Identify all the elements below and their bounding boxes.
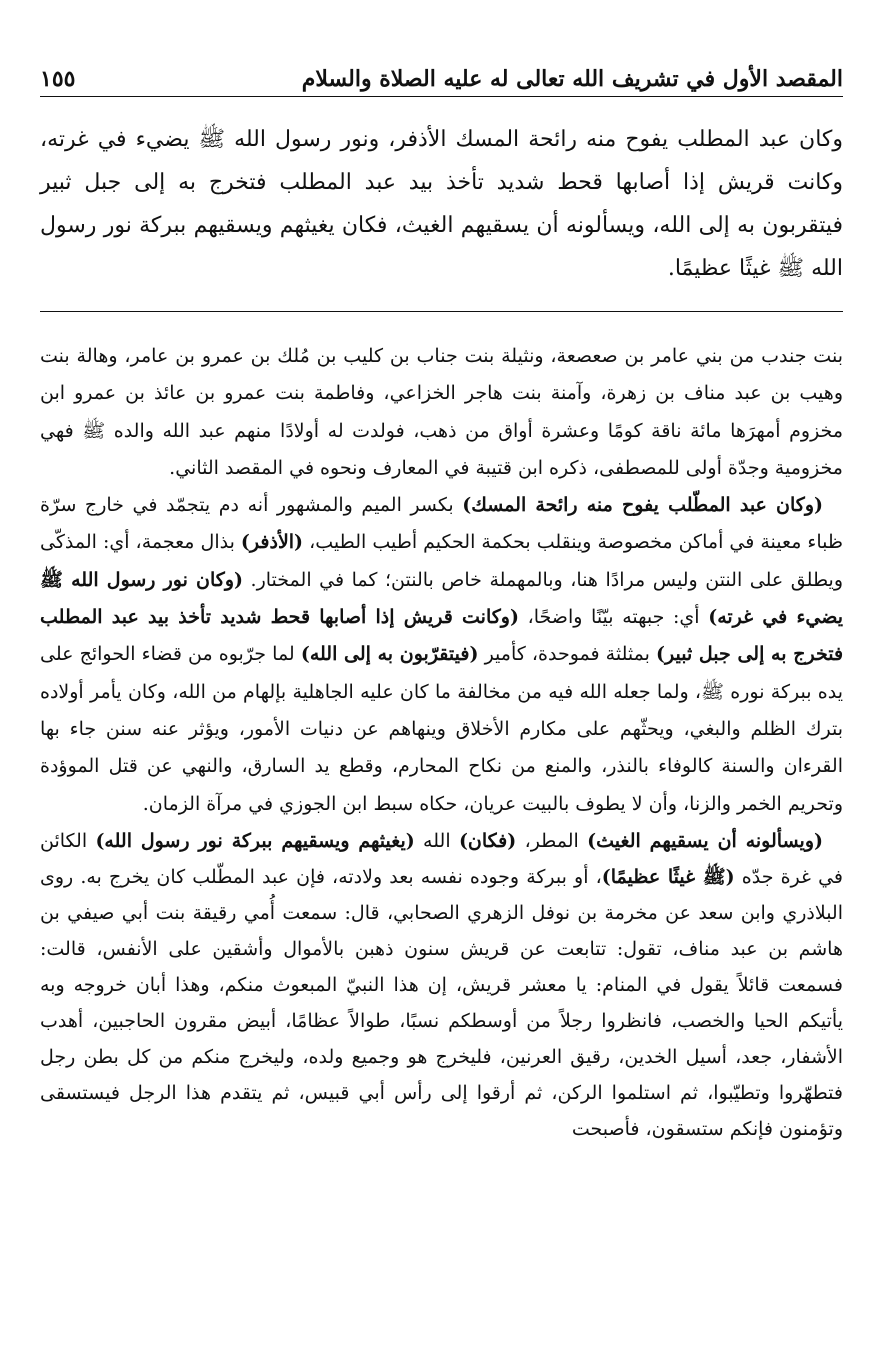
page-number: ١٥٥: [40, 66, 76, 92]
commentary-text: الكائن في غرة جدّه: [40, 829, 843, 888]
commentary-text: أي: جبهته بيّنًا واضحًا،: [518, 606, 709, 629]
separator-rule: [40, 311, 843, 312]
running-title: المقصد الأول في تشريف الله تعالى له عليه الصلاة والسلام: [301, 66, 843, 92]
commentary-text: بذال معجمة، أي: المذكّى ويطلق على النتن وليس مرادًا هنا، وبالمهملة خاص بالنتن؛ كما في المختار.: [40, 531, 843, 591]
running-header: [40, 52, 843, 92]
commentary-text: المطر،: [516, 829, 588, 852]
commentary-paragraph-1: بنت جندب من بني عامر بن صعصعة، ونثيلة بنت جناب بن كليب بن مُلك بن عمرو بن عامر، وهالة بنت وهيب بن عبد مناف بن زهرة، وآمنة بنت هاجر الخزاعي، وفاطمة بنت عمرو بن عائذ بن عمرو ابن مخزوم أمهرَها مائة ناقة كومًا وعشرة أواق من ذهب، فولدت له أولادًا منهم عبد الله والده ﷺ فهي مخزومية وجدّة أولى للمصطفى، ذكره ابن قتيبة في المعارف ونحوه في المقصد الثاني.: [40, 345, 843, 479]
quoted-matn-lemma: (وكان عبد المطّلب يفوح منه رائحة المسك): [462, 494, 823, 517]
commentary-text: بمثلثة فموحدة، كأمير: [478, 643, 657, 666]
commentary: [40, 338, 843, 1147]
quoted-matn-lemma: (وكان نور رسول الله ﷺ يضيء في غرته): [40, 568, 843, 629]
quoted-matn-lemma: (يغيثهم ويسقيهم ببركة نور رسول الله): [95, 829, 415, 852]
commentary-paragraph-2: [40, 487, 843, 823]
quoted-matn-lemma: (فيتقرّبون به إلى الله): [300, 643, 479, 666]
commentary-text: ، أو ببركة وجوده نفسه بعد ولادته، فإن عبد المطّلب كان يخرج به. روى البلاذري وابن سعد عن مخرمة بن نوفل الزهري الصحابي، قال: سمعت أُمي رقيقة بنت أبي صيفي بن هاشم بن عبد مناف، تقول: تتابعت عن قريش سنون ذهبن بالأموال وأشقين على الأنفس، قالت: فسمعت قائلاً يقول في المنام: يا معشر قريش، إن هذا النبيّ المبعوث منكم، وهذا أبان خروجه وبه يأتيكم الحيا والخصب، فانظروا رجلاً من أوسطكم نسبًا، طوالاً عظامًا، أبيض مقرون الحاجبين، أهدب الأشفار، جعد، أسيل الخدين، رقيق العرنين، فليخرج هو وجميع ولده، وليخرج منكم من كل بطن رجل فتطهّروا وتطيّبوا، ثم استلموا الركن، ثم أرقوا إلى رأس أبي قبيس، ثم يتقدم هذا الرجل فيستسقى وتؤمنون فإنكم ستسقون، فأصبحت: [40, 865, 843, 1140]
commentary-text: لما جرّبوه من قضاء الحوائج على يده ببركة نوره ﷺ، ولما جعله الله فيه من مخالفة ما كان عليه الجاهلية بإلهام من الله، وكان يأمر أولاده بترك الظلم والبغي، ويحثّهم على مكارم الأخلاق وينهاهم عن دنيات الأمور، ويؤثر عنه سنن جاء بها القرءان والسنة كالوفاء بالنذر، والمنع من نكاح المحارم، وقطع يد السارق، والنهي عن قتل الموؤدة وتحريم الخمر والزنا، وأن لا يطوف بالبيت عريان، حكاه سبط ابن الجوزي في مرآة الزمان.: [40, 643, 843, 815]
commentary-text: الله: [414, 829, 459, 852]
quoted-matn-lemma: (فكان): [458, 829, 517, 852]
header-rule: [40, 96, 843, 97]
main-text: وكان عبد المطلب يفوح منه رائحة المسك الأذفر، ونور رسول الله ﷺ يضيء في غرته، وكانت قريش إذا أصابها قحط شديد تأخذ بيد عبد المطلب فتخرج به إلى جبل ثبير فيتقربون به إلى الله، ويسألونه أن يسقيهم الغيث، فكان يغيثهم ويسقيهم ببركة نور رسول الله ﷺ غيثًا عظيمًا.: [40, 127, 843, 281]
quoted-matn-lemma: (الأذفر): [240, 531, 304, 554]
commentary-text: بكسر الميم والمشهور أنه دم يتجمّد في خارج سرّة ظباء معينة في أماكن مخصوصة وينقلب بحكمة الحكيم أطيب الطيب،: [40, 494, 843, 554]
quoted-matn-lemma: (ويسألونه أن يسقيهم الغيث): [587, 829, 823, 852]
quoted-matn-lemma: (ﷺ غيثًا عظيمًا): [601, 865, 735, 888]
quoted-matn-lemma: (وكانت قريش إذا أصابها قحط شديد تأخذ بيد عبد المطلب فتخرج به إلى جبل ثبير): [40, 606, 844, 666]
commentary-paragraph-3: [40, 823, 843, 1147]
